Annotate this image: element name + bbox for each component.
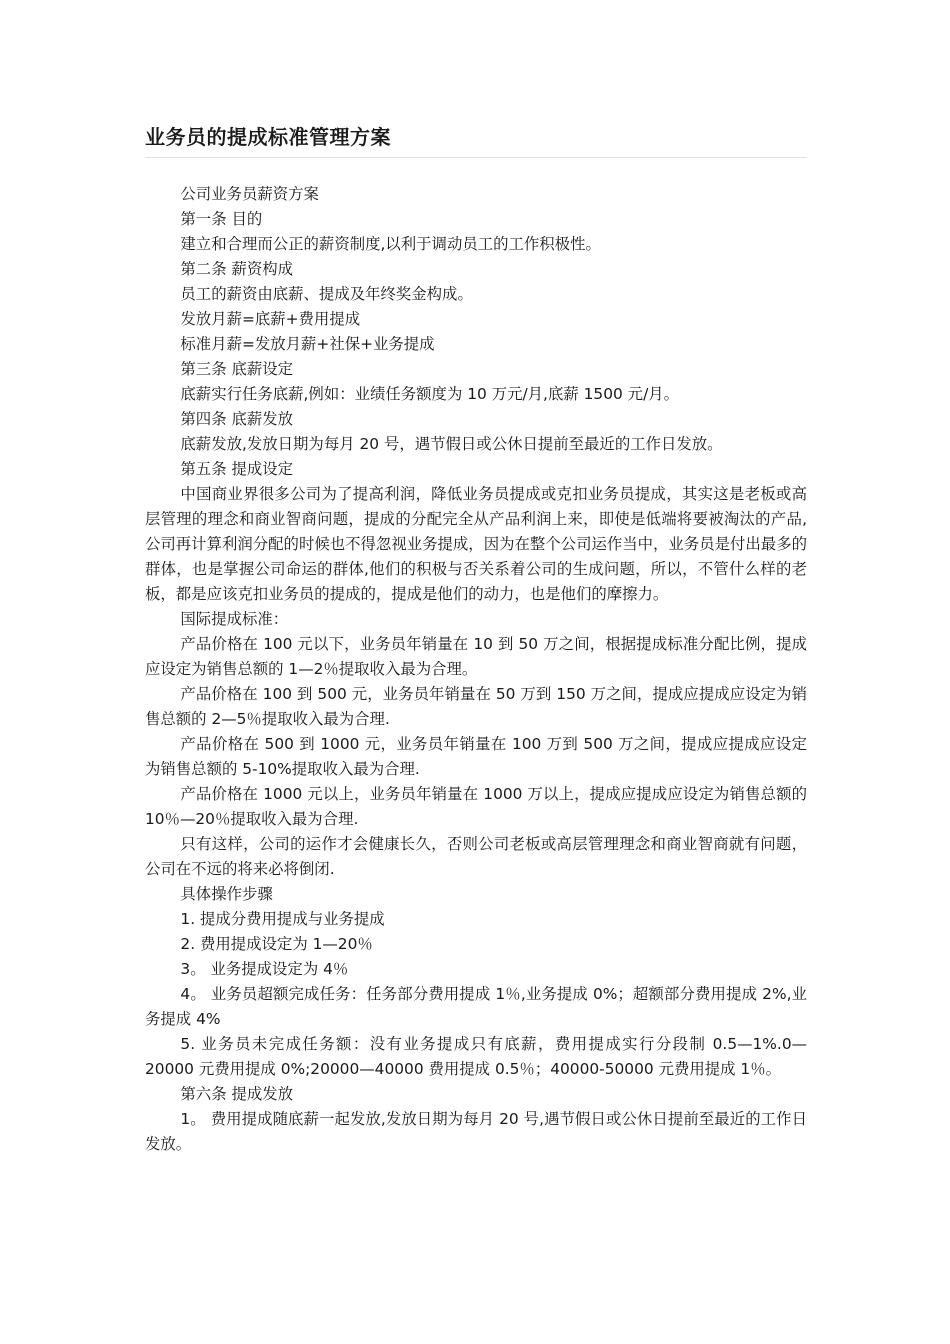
paragraph-27: 1。 费用提成随底薪一起发放,发放日期为每月 20 号,遇节假日或公休日提前至最近的工作日发放。 (145, 1110, 807, 1153)
paragraph-15: 产品价格在 100 元以下，业务员年销量在 10 到 50 万之间，根据提成标准分配比例，提成应设定为销售总额的 1—2％提取收入最为合理。 (145, 635, 807, 678)
paragraph-14: 国际提成标准： (180, 610, 289, 628)
document-body (145, 182, 807, 1157)
paragraph-20: 具体操作步骤 (180, 885, 273, 903)
paragraph-21: 1. 提成分费用提成与业务提成 (180, 910, 385, 928)
paragraph-11: 底薪发放,发放日期为每月 20 号，遇节假日或公休日提前至最近的工作日发放。 (180, 435, 723, 453)
paragraph-9: 底薪实行任务底薪,例如：业绩任务额度为 10 万元/月,底薪 1500 元/月。 (180, 385, 680, 403)
paragraph-17: 产品价格在 500 到 1000 元，业务员年销量在 100 万到 500 万之间，提成应提成应设定为销售总额的 5-10%提取收入最为合理. (145, 735, 807, 778)
document-title: 业务员的提成标准管理方案 (145, 125, 391, 149)
paragraph-6: 发放月薪=底薪+费用提成 (180, 310, 361, 328)
paragraph-4: 第二条 薪资构成 (180, 260, 294, 278)
paragraph-24: 4。 业务员超额完成任务：任务部分费用提成 1％,业务提成 0%；超额部分费用提成 2%,业务提成 4% (145, 985, 807, 1028)
paragraph-23: 3。 业务提成设定为 4％ (180, 960, 349, 978)
paragraph-18: 产品价格在 1000 元以上，业务员年销量在 1000 万以上，提成应提成应设定为销售总额的 10％—20％提取收入最为合理. (145, 785, 807, 828)
paragraph-22: 2. 费用提成设定为 1—20％ (180, 935, 373, 953)
paragraph-10: 第四条 底薪发放 (180, 410, 294, 428)
paragraph-25: 5. 业务员未完成任务额：没有业务提成只有底薪，费用提成实行分段制 0.5—1%.0—20000 元费用提成 0%;20000—40000 费用提成 0.5％；40000-50000 元费用提成 1％。 (145, 1035, 807, 1078)
paragraph-26: 第六条 提成发放 (180, 1085, 294, 1103)
paragraph-3: 建立和合理而公正的薪资制度,以利于调动员工的工作积极性。 (180, 235, 601, 253)
paragraph-19: 只有这样，公司的运作才会健康长久，否则公司老板或高层管理理念和商业智商就有问题，公司在不远的将来必将倒闭. (145, 835, 807, 878)
paragraph-5: 员工的薪资由底薪、提成及年终奖金构成。 (180, 285, 473, 303)
paragraph-12: 第五条 提成设定 (180, 460, 294, 478)
paragraph-8: 第三条 底薪设定 (180, 360, 294, 378)
paragraph-7: 标准月薪=发放月薪+社保+业务提成 (180, 335, 435, 353)
paragraph-1: 公司业务员薪资方案 (180, 185, 319, 203)
title-divider (145, 157, 807, 158)
paragraph-2: 第一条 目的 (180, 210, 263, 228)
paragraph-16: 产品价格在 100 到 500 元，业务员年销量在 50 万到 150 万之间，提成应提成应设定为销售总额的 2—5％提取收入最为合理. (145, 685, 807, 728)
paragraph-13: 中国商业界很多公司为了提高利润，降低业务员提成或克扣业务员提成，其实这是老板或高层管理的理念和商业智商问题，提成的分配完全从产品利润上来，即使是低端将要被淘汰的产品,公司再计算利润分配的时候也不得忽视业务提成，因为在整个公司运作当中，业务员是付出最多的群体，也是掌握公司命运的群体,他们的积极与否关系着公司的生成问题，所以，不管什么样的老板，都是应该克扣业务员的提成的，提成是他们的动力，也是他们的摩擦力。 (145, 485, 807, 603)
